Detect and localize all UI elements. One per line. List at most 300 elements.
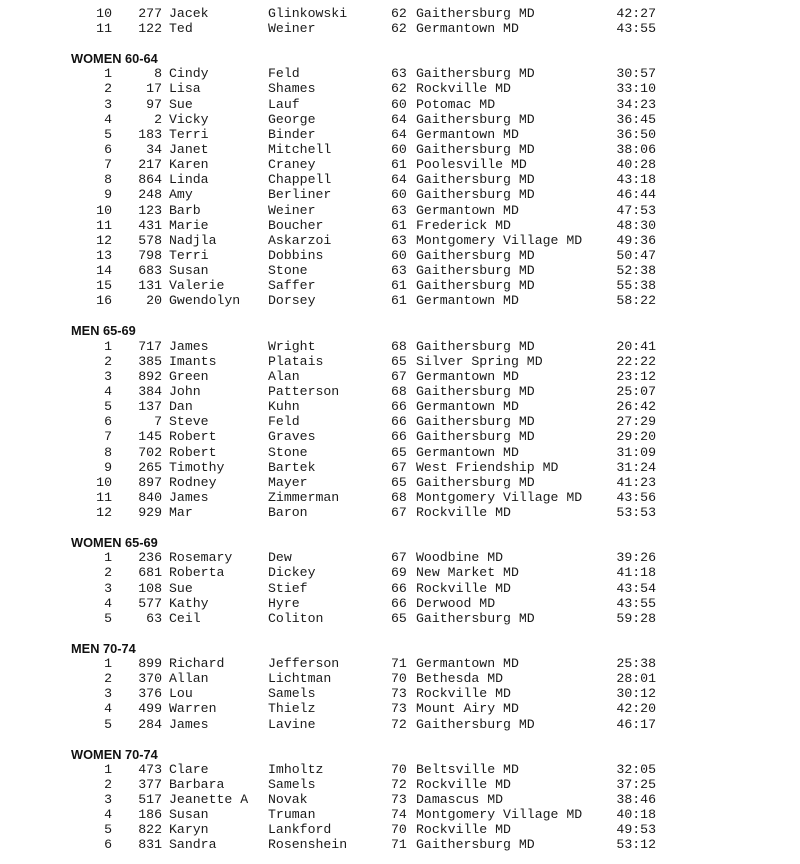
- first-name-cell: Dan: [169, 399, 193, 415]
- bib-number-cell: 899: [138, 656, 162, 672]
- last-name-cell: Craney: [268, 157, 316, 173]
- first-name-cell: Jacek: [169, 6, 209, 21]
- age-cell: 62: [391, 6, 407, 21]
- last-name-cell: George: [268, 111, 316, 127]
- first-name-cell: Kathy: [169, 595, 209, 611]
- hometown-cell: Rockville MD: [416, 81, 511, 97]
- first-name-cell: Vicky: [169, 111, 209, 127]
- result-row: [0, 66, 800, 81]
- first-name-cell: Ted: [169, 21, 193, 37]
- result-row: [0, 656, 800, 671]
- first-name-cell: Susan: [169, 807, 209, 823]
- division-heading: WOMEN 65-69: [71, 535, 158, 551]
- result-row: [0, 414, 800, 429]
- bib-number-cell: 897: [138, 474, 162, 490]
- bib-number-cell: 377: [138, 776, 162, 792]
- age-cell: 60: [391, 248, 407, 263]
- age-cell: 67: [391, 368, 407, 384]
- finish-time-cell: 38:46: [616, 792, 656, 808]
- first-name-cell: Lou: [169, 686, 193, 702]
- result-row: [0, 369, 800, 384]
- first-name-cell: Marie: [169, 217, 209, 233]
- last-name-cell: Saffer: [268, 278, 316, 294]
- result-row: [0, 293, 800, 308]
- finish-time-cell: 31:09: [616, 444, 656, 460]
- age-cell: 74: [391, 807, 407, 823]
- age-cell: 64: [391, 111, 407, 127]
- hometown-cell: Germantown MD: [416, 202, 519, 218]
- first-name-cell: Valerie: [169, 278, 225, 294]
- place-cell: 3: [104, 580, 112, 596]
- finish-time-cell: 41:23: [616, 474, 656, 490]
- hometown-cell: Derwood MD: [416, 595, 496, 611]
- age-cell: 63: [391, 232, 407, 248]
- finish-time-cell: 32:05: [616, 761, 656, 777]
- last-name-cell: Stone: [268, 263, 308, 279]
- place-cell: 1: [104, 761, 112, 777]
- age-cell: 68: [391, 338, 407, 354]
- result-row: [0, 550, 800, 565]
- result-row: [0, 21, 800, 36]
- place-cell: 4: [104, 384, 112, 400]
- age-cell: 60: [391, 96, 407, 112]
- place-cell: 2: [104, 565, 112, 581]
- finish-time-cell: 36:45: [616, 111, 656, 127]
- first-name-cell: James: [169, 716, 209, 732]
- hometown-cell: Gaithersburg MD: [416, 66, 535, 82]
- finish-time-cell: 39:26: [616, 550, 656, 566]
- first-name-cell: Timothy: [169, 459, 225, 475]
- last-name-cell: Shames: [268, 81, 316, 97]
- hometown-cell: Gaithersburg MD: [416, 429, 535, 445]
- result-row: [0, 384, 800, 399]
- bib-number-cell: 123: [138, 202, 162, 218]
- hometown-cell: Rockville MD: [416, 822, 511, 838]
- bib-number-cell: 892: [138, 368, 162, 384]
- place-cell: 6: [104, 142, 112, 158]
- age-cell: 60: [391, 142, 407, 158]
- finish-time-cell: 30:57: [616, 66, 656, 82]
- age-cell: 67: [391, 505, 407, 521]
- first-name-cell: Janet: [169, 142, 209, 158]
- first-name-cell: Nadjla: [169, 232, 217, 248]
- first-name-cell: Clare: [169, 761, 209, 777]
- age-cell: 67: [391, 459, 407, 475]
- bib-number-cell: 277: [138, 6, 162, 21]
- age-cell: 63: [391, 202, 407, 218]
- last-name-cell: Chappell: [268, 172, 332, 188]
- bib-number-cell: 108: [138, 580, 162, 596]
- finish-time-cell: 53:53: [616, 505, 656, 521]
- age-cell: 66: [391, 399, 407, 415]
- age-cell: 69: [391, 565, 407, 581]
- first-name-cell: Terri: [169, 248, 209, 263]
- result-row: [0, 837, 800, 852]
- hometown-cell: Poolesville MD: [416, 157, 527, 173]
- place-cell: 5: [104, 822, 112, 838]
- last-name-cell: Feld: [268, 66, 300, 82]
- finish-time-cell: 43:54: [616, 580, 656, 596]
- results-group: [0, 535, 800, 626]
- finish-time-cell: 53:12: [616, 837, 656, 853]
- hometown-cell: Germantown MD: [416, 399, 519, 415]
- bib-number-cell: 683: [138, 263, 162, 279]
- finish-time-cell: 23:12: [616, 368, 656, 384]
- last-name-cell: Stief: [268, 580, 308, 596]
- place-cell: 5: [104, 399, 112, 415]
- last-name-cell: Jefferson: [268, 656, 340, 672]
- bib-number-cell: 34: [146, 142, 162, 158]
- results-group: [0, 6, 800, 36]
- last-name-cell: Dew: [268, 550, 292, 566]
- first-name-cell: Linda: [169, 172, 209, 188]
- hometown-cell: Rockville MD: [416, 505, 511, 521]
- bib-number-cell: 681: [138, 565, 162, 581]
- first-name-cell: Gwendolyn: [169, 293, 241, 309]
- results-group: [0, 747, 800, 853]
- result-row: [0, 399, 800, 414]
- age-cell: 71: [391, 837, 407, 853]
- hometown-cell: New Market MD: [416, 565, 519, 581]
- place-cell: 2: [104, 671, 112, 687]
- finish-time-cell: 46:44: [616, 187, 656, 203]
- result-row: [0, 701, 800, 716]
- place-cell: 4: [104, 595, 112, 611]
- age-cell: 64: [391, 126, 407, 142]
- finish-time-cell: 40:28: [616, 157, 656, 173]
- finish-time-cell: 33:10: [616, 81, 656, 97]
- age-cell: 67: [391, 550, 407, 566]
- last-name-cell: Hyre: [268, 595, 300, 611]
- age-cell: 65: [391, 610, 407, 626]
- place-cell: 1: [104, 550, 112, 566]
- place-cell: 1: [104, 338, 112, 354]
- bib-number-cell: 702: [138, 444, 162, 460]
- finish-time-cell: 37:25: [616, 776, 656, 792]
- last-name-cell: Dobbins: [268, 248, 324, 263]
- place-cell: 13: [96, 248, 112, 263]
- age-cell: 70: [391, 822, 407, 838]
- age-cell: 64: [391, 172, 407, 188]
- bib-number-cell: 186: [138, 807, 162, 823]
- finish-time-cell: 41:18: [616, 565, 656, 581]
- bib-number-cell: 798: [138, 248, 162, 263]
- first-name-cell: Robert: [169, 429, 217, 445]
- age-cell: 68: [391, 490, 407, 505]
- finish-time-cell: 58:22: [616, 293, 656, 309]
- result-row: [0, 792, 800, 807]
- last-name-cell: Dickey: [268, 565, 316, 581]
- place-cell: 2: [104, 353, 112, 369]
- bib-number-cell: 284: [138, 716, 162, 732]
- result-row: [0, 97, 800, 112]
- place-cell: 9: [104, 459, 112, 475]
- first-name-cell: Amy: [169, 187, 193, 203]
- finish-time-cell: 30:12: [616, 686, 656, 702]
- result-row: [0, 339, 800, 354]
- first-name-cell: Karyn: [169, 822, 209, 838]
- last-name-cell: Lavine: [268, 716, 316, 732]
- finish-time-cell: 27:29: [616, 414, 656, 430]
- first-name-cell: Richard: [169, 656, 225, 672]
- age-cell: 62: [391, 81, 407, 97]
- place-cell: 2: [104, 776, 112, 792]
- bib-number-cell: 384: [138, 384, 162, 400]
- hometown-cell: Rockville MD: [416, 776, 511, 792]
- hometown-cell: Gaithersburg MD: [416, 111, 535, 127]
- finish-time-cell: 31:24: [616, 459, 656, 475]
- last-name-cell: Wright: [268, 338, 316, 354]
- result-row: [0, 490, 800, 505]
- race-results: [0, 6, 800, 853]
- place-cell: 4: [104, 111, 112, 127]
- first-name-cell: Rodney: [169, 474, 217, 490]
- finish-time-cell: 49:53: [616, 822, 656, 838]
- bib-number-cell: 63: [146, 610, 162, 626]
- age-cell: 60: [391, 187, 407, 203]
- result-row: [0, 203, 800, 218]
- age-cell: 65: [391, 474, 407, 490]
- hometown-cell: Gaithersburg MD: [416, 610, 535, 626]
- finish-time-cell: 34:23: [616, 96, 656, 112]
- first-name-cell: Robert: [169, 444, 217, 460]
- place-cell: 9: [104, 187, 112, 203]
- last-name-cell: Boucher: [268, 217, 324, 233]
- hometown-cell: Rockville MD: [416, 580, 511, 596]
- place-cell: 4: [104, 701, 112, 717]
- last-name-cell: Weiner: [268, 21, 316, 37]
- place-cell: 12: [96, 505, 112, 521]
- hometown-cell: Damascus MD: [416, 792, 504, 808]
- hometown-cell: Frederick MD: [416, 217, 511, 233]
- first-name-cell: Rosemary: [169, 550, 233, 566]
- hometown-cell: Silver Spring MD: [416, 353, 543, 369]
- bib-number-cell: 717: [138, 338, 162, 354]
- place-cell: 3: [104, 792, 112, 808]
- division-heading: MEN 65-69: [71, 323, 136, 339]
- bib-number-cell: 473: [138, 761, 162, 777]
- finish-time-cell: 42:27: [616, 6, 656, 21]
- age-cell: 66: [391, 580, 407, 596]
- bib-number-cell: 385: [138, 353, 162, 369]
- first-name-cell: James: [169, 490, 209, 505]
- last-name-cell: Samels: [268, 686, 316, 702]
- first-name-cell: Ceil: [169, 610, 201, 626]
- hometown-cell: Montgomery Village MD: [416, 807, 583, 823]
- last-name-cell: Rosenshein: [268, 837, 348, 853]
- hometown-cell: Potomac MD: [416, 96, 496, 112]
- age-cell: 73: [391, 701, 407, 717]
- age-cell: 73: [391, 686, 407, 702]
- place-cell: 11: [96, 490, 112, 505]
- division-heading: WOMEN 60-64: [71, 51, 158, 67]
- finish-time-cell: 26:42: [616, 399, 656, 415]
- last-name-cell: Imholtz: [268, 761, 324, 777]
- bib-number-cell: 20: [146, 293, 162, 309]
- result-row: [0, 81, 800, 96]
- finish-time-cell: 25:38: [616, 656, 656, 672]
- result-row: [0, 142, 800, 157]
- place-cell: 7: [104, 157, 112, 173]
- hometown-cell: Gaithersburg MD: [416, 6, 535, 21]
- bib-number-cell: 822: [138, 822, 162, 838]
- first-name-cell: Steve: [169, 414, 209, 430]
- result-row: [0, 777, 800, 792]
- age-cell: 63: [391, 263, 407, 279]
- place-cell: 1: [104, 656, 112, 672]
- last-name-cell: Zimmerman: [268, 490, 340, 505]
- bib-number-cell: 431: [138, 217, 162, 233]
- finish-time-cell: 52:38: [616, 263, 656, 279]
- hometown-cell: Gaithersburg MD: [416, 414, 535, 430]
- result-row: [0, 565, 800, 580]
- last-name-cell: Samels: [268, 776, 316, 792]
- age-cell: 63: [391, 66, 407, 82]
- hometown-cell: Germantown MD: [416, 656, 519, 672]
- result-row: [0, 112, 800, 127]
- results-group: [0, 641, 800, 732]
- hometown-cell: Gaithersburg MD: [416, 172, 535, 188]
- finish-time-cell: 59:28: [616, 610, 656, 626]
- bib-number-cell: 840: [138, 490, 162, 505]
- last-name-cell: Weiner: [268, 202, 316, 218]
- bib-number-cell: 2: [154, 111, 162, 127]
- finish-time-cell: 55:38: [616, 278, 656, 294]
- result-row: [0, 354, 800, 369]
- age-cell: 61: [391, 293, 407, 309]
- place-cell: 15: [96, 278, 112, 294]
- bib-number-cell: 236: [138, 550, 162, 566]
- bib-number-cell: 17: [146, 81, 162, 97]
- age-cell: 66: [391, 414, 407, 430]
- last-name-cell: Lauf: [268, 96, 300, 112]
- bib-number-cell: 864: [138, 172, 162, 188]
- first-name-cell: Allan: [169, 671, 209, 687]
- last-name-cell: Novak: [268, 792, 308, 808]
- place-cell: 6: [104, 414, 112, 430]
- place-cell: 14: [96, 263, 112, 279]
- last-name-cell: Platais: [268, 353, 324, 369]
- bib-number-cell: 122: [138, 21, 162, 37]
- result-row: [0, 187, 800, 202]
- finish-time-cell: 22:22: [616, 353, 656, 369]
- age-cell: 66: [391, 429, 407, 445]
- place-cell: 11: [96, 21, 112, 37]
- result-row: [0, 460, 800, 475]
- finish-time-cell: 48:30: [616, 217, 656, 233]
- first-name-cell: Karen: [169, 157, 209, 173]
- age-cell: 73: [391, 792, 407, 808]
- bib-number-cell: 137: [138, 399, 162, 415]
- last-name-cell: Patterson: [268, 384, 340, 400]
- last-name-cell: Lankford: [268, 822, 332, 838]
- first-name-cell: John: [169, 384, 201, 400]
- result-row: [0, 822, 800, 837]
- last-name-cell: Coliton: [268, 610, 324, 626]
- finish-time-cell: 50:47: [616, 248, 656, 263]
- last-name-cell: Dorsey: [268, 293, 316, 309]
- result-row: [0, 611, 800, 626]
- finish-time-cell: 40:18: [616, 807, 656, 823]
- finish-time-cell: 29:20: [616, 429, 656, 445]
- age-cell: 61: [391, 217, 407, 233]
- bib-number-cell: 578: [138, 232, 162, 248]
- last-name-cell: Lichtman: [268, 671, 332, 687]
- last-name-cell: Bartek: [268, 459, 316, 475]
- result-row: [0, 686, 800, 701]
- finish-time-cell: 36:50: [616, 126, 656, 142]
- result-row: [0, 233, 800, 248]
- age-cell: 68: [391, 384, 407, 400]
- hometown-cell: Gaithersburg MD: [416, 384, 535, 400]
- place-cell: 6: [104, 837, 112, 853]
- place-cell: 5: [104, 610, 112, 626]
- hometown-cell: Gaithersburg MD: [416, 142, 535, 158]
- division-heading: WOMEN 70-74: [71, 746, 158, 762]
- last-name-cell: Stone: [268, 444, 308, 460]
- first-name-cell: Jeanette A: [169, 792, 249, 808]
- bib-number-cell: 7: [154, 414, 162, 430]
- result-row: [0, 762, 800, 777]
- result-row: [0, 263, 800, 278]
- age-cell: 72: [391, 716, 407, 732]
- result-row: [0, 248, 800, 263]
- bib-number-cell: 131: [138, 278, 162, 294]
- bib-number-cell: 370: [138, 671, 162, 687]
- last-name-cell: Feld: [268, 414, 300, 430]
- age-cell: 66: [391, 595, 407, 611]
- result-row: [0, 581, 800, 596]
- place-cell: 4: [104, 807, 112, 823]
- age-cell: 65: [391, 444, 407, 460]
- last-name-cell: Berliner: [268, 187, 332, 203]
- bib-number-cell: 929: [138, 505, 162, 521]
- finish-time-cell: 38:06: [616, 142, 656, 158]
- hometown-cell: Gaithersburg MD: [416, 837, 535, 853]
- hometown-cell: Bethesda MD: [416, 671, 504, 687]
- first-name-cell: Mar: [169, 505, 193, 521]
- last-name-cell: Thielz: [268, 701, 316, 717]
- result-row: [0, 429, 800, 444]
- place-cell: 8: [104, 172, 112, 188]
- age-cell: 61: [391, 278, 407, 294]
- place-cell: 5: [104, 126, 112, 142]
- hometown-cell: Woodbine MD: [416, 550, 504, 566]
- first-name-cell: Lisa: [169, 81, 201, 97]
- age-cell: 61: [391, 157, 407, 173]
- first-name-cell: Barbara: [169, 776, 225, 792]
- last-name-cell: Askarzoi: [268, 232, 332, 248]
- hometown-cell: Gaithersburg MD: [416, 263, 535, 279]
- hometown-cell: Montgomery Village MD: [416, 490, 583, 505]
- results-group: [0, 323, 800, 520]
- bib-number-cell: 265: [138, 459, 162, 475]
- place-cell: 3: [104, 96, 112, 112]
- place-cell: 3: [104, 686, 112, 702]
- age-cell: 72: [391, 776, 407, 792]
- finish-time-cell: 28:01: [616, 671, 656, 687]
- last-name-cell: Truman: [268, 807, 316, 823]
- last-name-cell: Binder: [268, 126, 316, 142]
- place-cell: 10: [96, 474, 112, 490]
- hometown-cell: Germantown MD: [416, 21, 519, 37]
- bib-number-cell: 831: [138, 837, 162, 853]
- place-cell: 2: [104, 81, 112, 97]
- first-name-cell: Green: [169, 368, 209, 384]
- place-cell: 7: [104, 429, 112, 445]
- division-heading: MEN 70-74: [71, 640, 136, 656]
- last-name-cell: Mitchell: [268, 142, 332, 158]
